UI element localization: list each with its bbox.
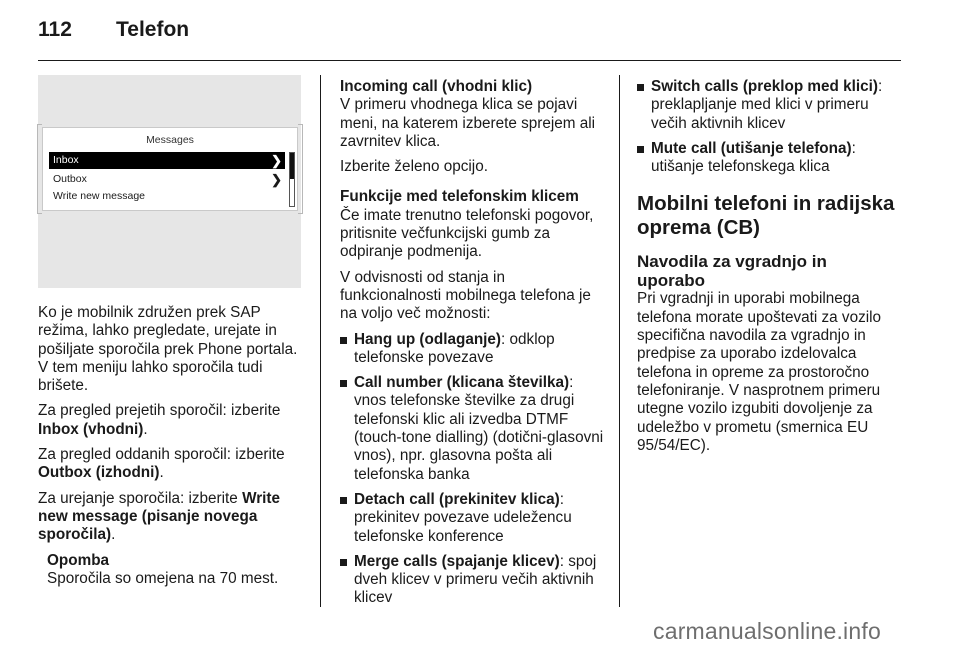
header-rule [38,60,901,61]
paragraph-select: Izberite želeno opcijo. [340,158,488,176]
bullet-hang-up [340,331,606,368]
scrollbar [289,152,295,207]
paragraph-incoming: V primeru vhodnega klica se pojavi meni, na katerem izberete sprejem ali zavrnitev klica. [340,96,596,150]
column-divider-1 [320,75,321,607]
chevron-right-icon: ❯ [271,172,282,187]
bullet-square-icon [340,497,347,504]
term: Detach call (prekinitev klica) [354,490,560,508]
bullet-switch-calls [637,78,897,133]
text: Za pregled prejetih sporočil: izberite [38,402,281,420]
paragraph-installation: Pri vgradnji in uporabi mobilnega telefona morate upoštevati za vozilo specifična navodila za vgradnjo in predpise za uporabo izdelovalca telefona in opreme za prostoročno telefoniranje. V nasprotnem primeru utegne vozilo izgubiti dovoljenje za udeležbo v prometu (smernica EU 95/54/EC). [637,290,882,454]
menu-item-write-new-message [49,188,285,205]
column-3 [637,78,897,462]
text: . [159,464,164,482]
bullet-merge-calls [340,553,606,608]
menu-item-inbox [49,152,285,169]
bullet-mute-call [637,140,897,177]
scrollbar-thumb [290,153,294,179]
page-title: Telefon [116,18,190,41]
write-term: Write new message (pisanje novega sporočila) [38,489,281,544]
heading-mobile-phones: Mobilni telefoni in radijska oprema (CB) [637,192,895,240]
heading-call-functions: Funkcije med telefonskim klicem [340,188,579,206]
text: : spoj dveh klicev v primeru večih aktivnih klicev [354,552,597,607]
paragraph-inbox [38,402,304,439]
menu-item-outbox [49,171,285,188]
text: . [111,526,116,544]
screen-title: Messages [146,134,194,146]
paragraph-functions: Če imate trenutno telefonski pogovor, pritisnite večfunkcijski gumb za odpiranje podmenija. [340,206,594,261]
messages-screen-figure [38,75,301,288]
heading-incoming-call: Incoming call (vhodni klic) [340,78,533,95]
bullet-square-icon [340,559,347,566]
display-bracket-left [37,124,42,214]
term: Call number (klicana številka) [354,374,570,392]
text: : odklop telefonske povezave [354,330,555,366]
paragraph-write [38,490,304,545]
chevron-right-icon: ❯ [271,153,282,168]
column-2 [340,78,606,615]
page-number: 112 [38,18,72,41]
paragraph-outbox [38,446,304,483]
menu-item-label: Outbox [53,173,87,185]
menu-item-label: Write new message [53,190,146,202]
menu-item-label: Inbox [53,154,79,166]
bullet-square-icon [637,84,644,91]
bullet-square-icon [637,146,644,153]
text: : prekinitev povezave udeležencu telefonske konference [354,490,572,545]
text: Za urejanje sporočila: izberite [38,489,243,507]
display-bracket-right [298,124,303,214]
bullet-detach-call [340,491,606,546]
term: Hang up (odlaganje) [354,330,502,348]
heading-installation: Navodila za vgradnjo in uporabo [637,252,827,291]
column-1 [38,304,304,588]
note-box [38,552,304,589]
bullet-call-number [340,374,606,484]
text: Za pregled oddanih sporočil: izberite [38,446,285,464]
bullet-square-icon [340,380,347,387]
text: : preklapljanje med klici v primeru večih aktivnih klicev [651,78,883,132]
display-screen [42,127,298,211]
note-heading: Opomba [47,551,110,569]
paragraph-options: V odvisnosti od stanja in funkcionalnosti mobilnega telefona je na voljo več možnosti: [340,268,591,323]
bullet-square-icon [340,337,347,344]
column-divider-2 [619,75,620,607]
term: Mute call (utišanje telefona) [651,139,852,157]
watermark: carmanualsonline.info [653,618,881,644]
note-text: Sporočila so omejena na 70 mest. [47,569,279,587]
inbox-term: Inbox (vhodni) [38,420,144,438]
outbox-term: Outbox (izhodni) [38,464,160,482]
text: . [143,420,148,438]
term: Switch calls (preklop med klici) [651,78,878,95]
text: : vnos telefonske številke za drugi telefonski klic ali izvedba DTMF (touch-tone dialling) (dotični-glasovni vnos), npr. glasovna pošta ali telefonska banka [354,374,604,483]
paragraph-sap: Ko je mobilnik združen prek SAP režima, lahko pregledate, urejate in pošiljate sporočila prek Phone portala. V tem meniju lahko sporočila tudi brišete. [38,304,298,395]
text: : utišanje telefonskega klica [651,139,856,176]
term: Merge calls (spajanje klicev) [354,552,560,570]
